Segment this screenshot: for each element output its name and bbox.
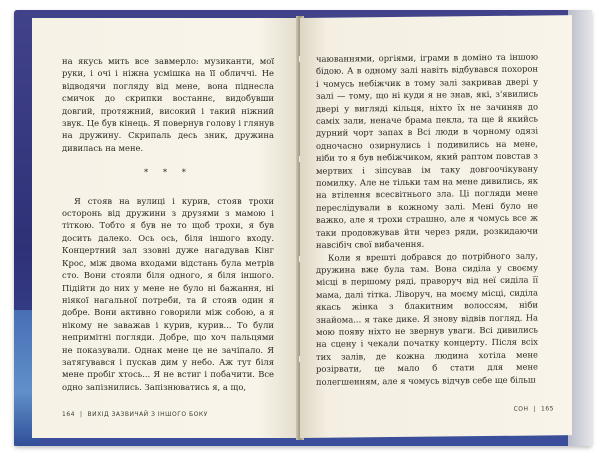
page-number: 164 bbox=[62, 411, 75, 418]
left-page bbox=[32, 18, 298, 438]
footer-divider: | bbox=[533, 405, 537, 413]
paragraph: Я стояв на вулиці і курив, стояв трохи осторонь від дружини з друзями з мамою і тіткою. Тобто я був не то щоб трохи, я був досить далеко. Ось ось, біля іншого входу. Концертний зал ззовні дуже нагадував Кінг Крос, між двома входами відстань була метрів сто. Вони стояли біля одного, я біля іншого. Підійти до них у мене не було ні бажання, ні ніякої нагальної потреби, та й стояв один я добре. Вони активно говорили між собою, а я нікому не заважав і курив, курив... То були непримітні погляди. Добре, що хоч пальцями не показували. Однак мене це не зачіпало. Я затягувався і пускав дим у небо. Аж тут біля мене пробіг хтось... Я не встиг і побачити. Все одно запізнились. Запізнюватись я, а що, bbox=[62, 195, 274, 392]
footer-divider: | bbox=[79, 411, 83, 418]
left-page-text bbox=[62, 55, 274, 393]
running-title: ВИХІД ЗАЗВИЧАЙ З ІНШОГО БОКУ bbox=[87, 411, 208, 418]
paragraph: на якусь мить все завмерло: музиканти, мої руки, і очі і ніжна усмішка на її обличчі. Не відводячи погляду від мене, вона піднесла смичок до скрипки востаннє, видобувши довгий, протяжний, високий і такий ніжний звук. Це був кінець. Я повернув голову і глянув на дружину. Скрипаль десь зник, дружина дивилась на мене. bbox=[62, 56, 274, 153]
left-page-footer bbox=[62, 411, 208, 418]
right-page bbox=[300, 15, 572, 438]
paragraph: чаюваннями, оргіями, іграми в доміно та іншою бідою. А в одному залі навіть відбувався похорон і чомусь небіжчик в тому залі закривав двері у залі — тому, що ні куди я не знав, які, з'явились двері у вигляді кільця, ніхто їх не зачиняв до саміх зали, неначе брама пекла, та ще й якийсь дурний чорт запах в Всі люди в чорному одязі одночасно озирнулись і подивились на мене, ніби то я був небіжчиком, який раптом повстав з мертвих і зіпсував ім таку довгоочікувану помилку. Але не тільки там на мене дивились, як на втілення всесвітнього зла. Ці погляди мене переслідували в кожному залі. Мені було не важко, але я трохи страшно, але я чомусь все ж таки продовжував йти через ряди, розкидаючи навсібіч свої вибачення. bbox=[316, 51, 538, 250]
right-page-text bbox=[316, 51, 538, 388]
running-title: СОН bbox=[513, 405, 529, 413]
section-separator: * * * bbox=[144, 167, 192, 178]
page-number: 165 bbox=[541, 405, 554, 413]
right-page-footer bbox=[514, 405, 554, 412]
paragraph: Коли я врешті добрався до потрібного залу, дружина вже була там. Вона сиділа у своєму місці в першому ряді, праворуч від неї сиділа її мама, далі тітка. Ліворуч, на моєму місці, сиділа якась жінка з блакитним волоссям, ніби знайома... я таке дике. Я знову відвів погляд. На мою появу ніхто не звернув уваги. Всі дивились на сцену і чекали початку концерту. Після всіх тих залів, де кожна людина хотіла мене розірвати, це мало б стати для мене полегшенням, але я чомусь відчув себе ще більш bbox=[316, 250, 538, 387]
